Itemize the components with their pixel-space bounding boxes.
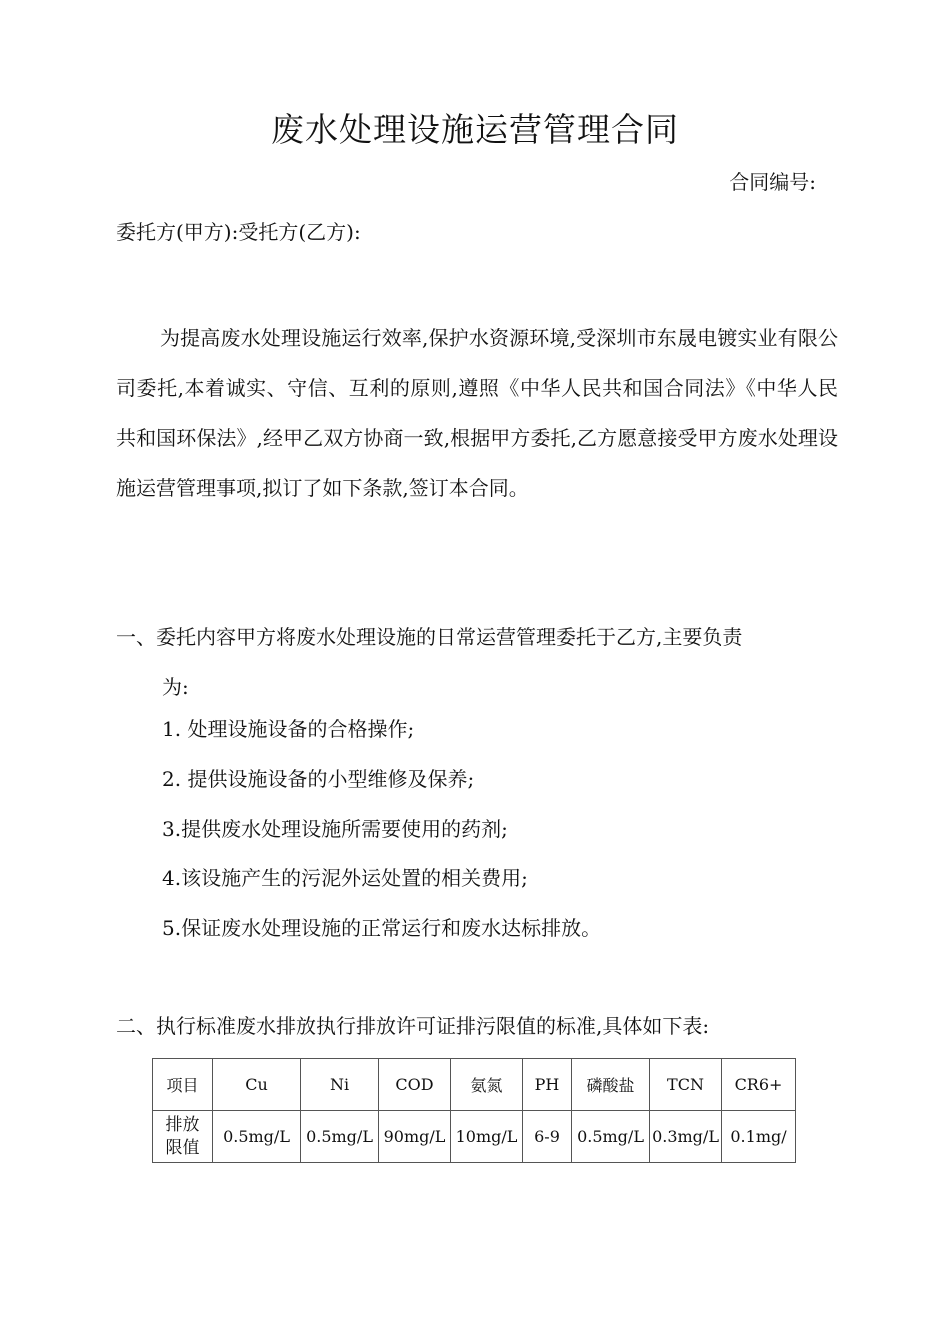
table-cell-column: 磷酸盐 (572, 1059, 650, 1111)
table-cell-value: 6-9 (523, 1111, 572, 1163)
section-1-heading-continuation: 为: (162, 675, 189, 699)
table-cell-value: 0.1mg/ (722, 1111, 796, 1163)
section-1-item-5: 5.保证废水处理设施的正常运行和废水达标排放。 (162, 916, 602, 940)
table-cell-value: 90mg/L (379, 1111, 451, 1163)
table-header-row (153, 1059, 796, 1111)
discharge-standards-table (152, 1058, 796, 1163)
table-cell-column: Cu (213, 1059, 301, 1111)
table-cell-value: 0.5mg/L (572, 1111, 650, 1163)
table-cell-value: 0.3mg/L (650, 1111, 722, 1163)
table-cell-header-label: 项目 (153, 1059, 213, 1111)
document-title: 废水处理设施运营管理合同 (271, 110, 679, 149)
table-cell-value: 0.5mg/L (213, 1111, 301, 1163)
row-label-line-2: 限值 (165, 1137, 200, 1158)
intro-paragraph: 为提高废水处理设施运行效率,保护水资源环境,受深圳市东晟电镀实业有限公司委托,本着诚实、守信、互利的原则,遵照《中华人民共和国合同法》《中华人民共和国环保法》,经甲乙双方协商一致,根据甲方委托,乙方愿意接受甲方废水处理设施运营管理事项,拟订了如下条款,签订本合同。 (116, 326, 838, 500)
contract-number-label: 合同编号: (729, 170, 816, 194)
section-2-heading: 二、执行标准废水排放执行排放许可证排污限值的标准,具体如下表: (116, 1014, 710, 1038)
row-label-line-1: 排放 (165, 1114, 200, 1135)
parties-line: 委托方(甲方):受托方(乙方): (116, 220, 361, 244)
table-cell-value: 0.5mg/L (301, 1111, 379, 1163)
section-1-item-4: 4.该设施产生的污泥外运处置的相关费用; (162, 866, 528, 890)
section-1-item-2: 2. 提供设施设备的小型维修及保养; (162, 767, 475, 791)
table-cell-column: PH (523, 1059, 572, 1111)
table-row (153, 1111, 796, 1163)
table-cell-row-label (153, 1111, 213, 1163)
table-cell-column: TCN (650, 1059, 722, 1111)
section-1-item-3: 3.提供废水处理设施所需要使用的药剂; (162, 817, 508, 841)
table-cell-column: 氨氮 (451, 1059, 523, 1111)
table-cell-column: COD (379, 1059, 451, 1111)
table-cell-value: 10mg/L (451, 1111, 523, 1163)
table-cell-column: Ni (301, 1059, 379, 1111)
table-cell-column: CR6+ (722, 1059, 796, 1111)
section-1-item-1: 1. 处理设施设备的合格操作; (162, 717, 415, 741)
section-1-heading: 一、委托内容甲方将废水处理设施的日常运营管理委托于乙方,主要负责 (116, 625, 743, 649)
